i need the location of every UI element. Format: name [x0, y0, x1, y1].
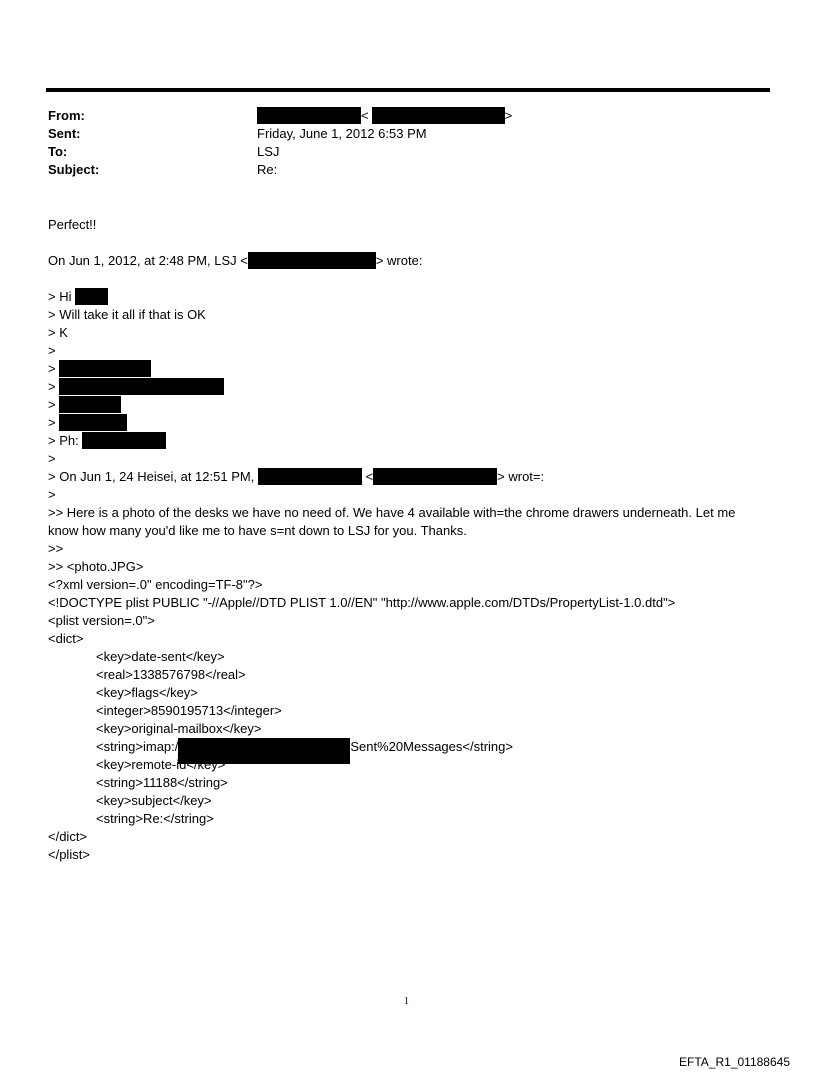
sent-value: Friday, June 1, 2012 6:53 PM [257, 126, 427, 141]
quote-line: > [48, 451, 56, 466]
quote-text: > [48, 397, 56, 412]
plist-line: <key>date-sent</key> [96, 649, 225, 664]
quote-text: > [48, 361, 56, 376]
document-id: EFTA_R1_01188645 [679, 1055, 790, 1069]
redaction-block [257, 107, 361, 124]
quote-line: > Will take it all if that is OK [48, 307, 206, 322]
from-label: From: [48, 108, 85, 123]
quote-text: > wrot=: [497, 469, 545, 484]
redaction-block [59, 378, 224, 395]
quote-line [48, 360, 151, 378]
plist-text: Sent%20Messages</string> [350, 739, 513, 754]
redaction-block [59, 414, 127, 431]
redaction-block [75, 288, 108, 305]
quote-line [48, 378, 224, 396]
quote-line [48, 396, 121, 414]
quote-intro [48, 252, 422, 270]
reply-text: Perfect!! [48, 217, 97, 232]
plist-line: <dict> [48, 631, 84, 646]
plist-line: <plist version=.0"> [48, 613, 155, 628]
plist-line: <key>remote-id</key> [96, 757, 226, 772]
plist-line: <!DOCTYPE plist PUBLIC "-//Apple//DTD PLIST 1.0//EN" "http://www.apple.com/DTDs/PropertyList-1.0.dtd"> [48, 595, 676, 610]
quote-line: know how many you'd like me to have s=nt down to LSJ for you. Thanks. [48, 523, 467, 538]
plist-line: <integer>8590195713</integer> [96, 703, 282, 718]
sent-label: Sent: [48, 126, 81, 141]
plist-line: <key>original-mailbox</key> [96, 721, 262, 736]
subject-value: Re: [257, 162, 278, 177]
quote-line: > [48, 487, 56, 502]
quote-text: > Ph: [48, 433, 83, 448]
redaction-block [258, 468, 362, 485]
plist-text: <string>imap:/ [96, 739, 179, 754]
header-rule [46, 88, 770, 92]
from-close-bracket: > [504, 108, 513, 123]
redaction-block [248, 252, 376, 269]
quote-intro-text: > wrote: [375, 253, 423, 268]
to-label: To: [48, 144, 68, 159]
plist-line: <?xml version=.0" encoding=TF-8"?> [48, 577, 263, 592]
plist-line: <real>1338576798</real> [96, 667, 246, 682]
redaction-block [59, 396, 121, 413]
to-value: LSJ [257, 144, 280, 159]
subject-label: Subject: [48, 162, 100, 177]
redaction-block [59, 360, 151, 377]
quote-intro-text: On Jun 1, 2012, at 2:48 PM, LSJ < [48, 253, 248, 268]
plist-line: <string>Re:</string> [96, 811, 214, 826]
redaction-block [82, 432, 166, 449]
redaction-block [373, 468, 497, 485]
quote-text: > Hi [48, 289, 76, 304]
quote-line [48, 468, 544, 486]
plist-line: <string>11188</string> [96, 775, 228, 790]
quote-line: > [48, 343, 56, 358]
from-open-bracket: < [361, 108, 369, 123]
plist-line: <key>flags</key> [96, 685, 198, 700]
plist-line: <key>subject</key> [96, 793, 212, 808]
quote-text: > [48, 379, 56, 394]
quote-line [48, 432, 166, 450]
quote-text: > [48, 415, 56, 430]
quote-line: >> <photo.JPG> [48, 559, 144, 574]
plist-line: </dict> [48, 829, 88, 844]
page-number: 1 [404, 996, 409, 1007]
quote-line [48, 288, 108, 306]
from-value [257, 107, 512, 125]
quote-line: >> [48, 541, 64, 556]
plist-line: </plist> [48, 847, 90, 862]
quote-line [48, 414, 127, 432]
quote-line: >> Here is a photo of the desks we have no need of. We have 4 available with=the chrome drawers underneath. Let me [48, 505, 736, 520]
redaction-block [372, 107, 505, 124]
quote-line: > K [48, 325, 68, 340]
quote-text: < [365, 469, 374, 484]
quote-text: > On Jun 1, 24 Heisei, at 12:51 PM, [48, 469, 258, 484]
